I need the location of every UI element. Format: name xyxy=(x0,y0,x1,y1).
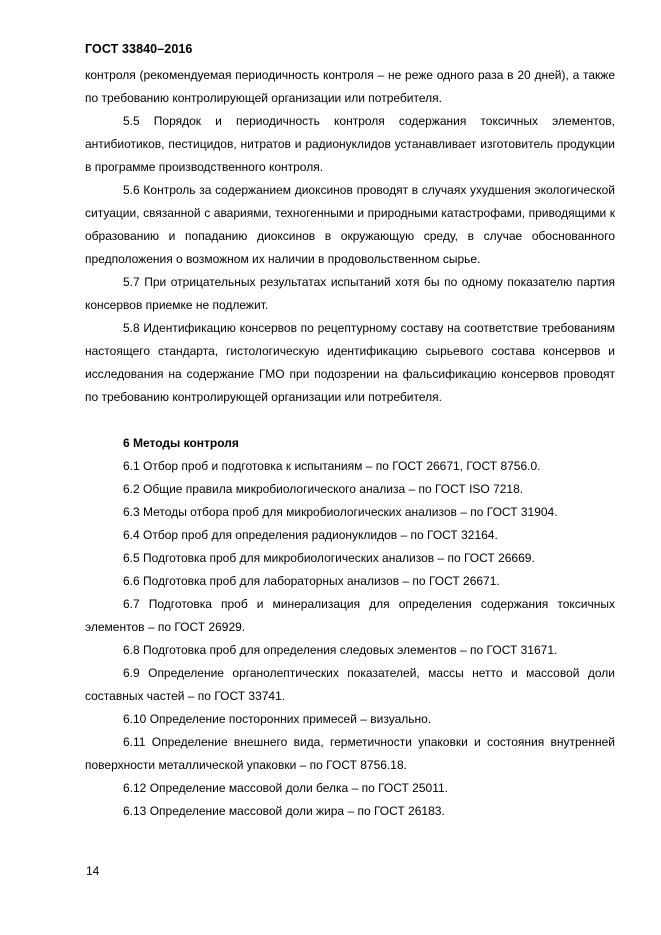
paragraph-6-4: 6.4 Отбор проб для определения радионуклидов – по ГОСТ 32164. xyxy=(123,528,498,542)
paragraph-6-1: 6.1 Отбор проб и подготовка к испытаниям – по ГОСТ 26671, ГОСТ 8756.0. xyxy=(123,459,541,473)
paragraph-6-12: 6.12 Определение массовой доли белка – по ГОСТ 25011. xyxy=(123,781,448,795)
page-number: 14 xyxy=(86,864,100,878)
paragraph-6-11: 6.11 Определение внешнего вида, герметичности упаковки и состояния внутренней поверхности металлической упаковки – по ГОСТ 8756.18. xyxy=(85,735,615,772)
paragraph-6-7: 6.7 Подготовка проб и минерализация для определения содержания токсичных элементов – по ГОСТ 26929. xyxy=(85,597,615,634)
paragraph-6-10: 6.10 Определение посторонних примесей – визуально. xyxy=(123,712,432,726)
section-6-heading: 6 Методы контроля xyxy=(123,436,239,450)
paragraph-6-9: 6.9 Определение органолептических показателей, массы нетто и массовой доли составных частей – по ГОСТ 33741. xyxy=(85,666,615,703)
paragraph-6-6: 6.6 Подготовка проб для лабораторных анализов – по ГОСТ 26671. xyxy=(123,574,500,588)
paragraph-continuation: контроля (рекомендуемая периодичность контроля – не реже одного раза в 20 дней), а также по требованию контролирующей организации или потребителя. xyxy=(85,68,615,105)
document-body xyxy=(85,64,615,823)
paragraph-6-3: 6.3 Методы отбора проб для микробиологических анализов – по ГОСТ 31904. xyxy=(123,505,558,519)
paragraph-6-2: 6.2 Общие правила микробиологического анализа – по ГОСТ ISO 7218. xyxy=(123,482,524,496)
paragraph-5-7: 5.7 При отрицательных результатах испытаний хотя бы по одному показателю партия консервов приемке не подлежит. xyxy=(85,275,615,312)
paragraph-5-5: 5.5 Порядок и периодичность контроля содержания токсичных элементов, антибиотиков, пестицидов, нитратов и радионуклидов устанавливает изготовитель продукции в программе производственного контроля. xyxy=(85,114,615,174)
paragraph-5-8: 5.8 Идентификацию консервов по рецептурному составу на соответствие требованиям настоящего стандарта, гистологическую идентификацию сырьевого состава консервов и исследования на содержание ГМО при подозрении на фальсификацию консервов проводят по требованию контролирующей организации или потребителя. xyxy=(85,321,615,404)
paragraph-5-6: 5.6 Контроль за содержанием диоксинов проводят в случаях ухудшения экологической ситуации, связанной с авариями, техногенными и природными катастрофами, приводящими к образованию и попаданию диоксинов в окружающую среду, в случае обоснованного предположения о возможном их наличии в продовольственном сырье. xyxy=(85,183,615,266)
paragraph-6-5: 6.5 Подготовка проб для микробиологических анализов – по ГОСТ 26669. xyxy=(123,551,535,565)
paragraph-6-8: 6.8 Подготовка проб для определения следовых элементов – по ГОСТ 31671. xyxy=(123,643,558,657)
paragraph-6-13: 6.13 Определение массовой доли жира – по ГОСТ 26183. xyxy=(123,804,445,818)
document-code-header: ГОСТ 33840–2016 xyxy=(85,42,193,56)
